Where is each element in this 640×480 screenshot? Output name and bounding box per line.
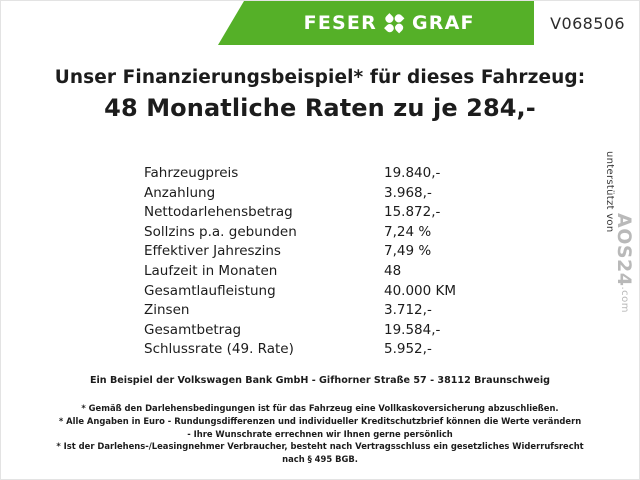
table-row	[144, 282, 639, 302]
figure-value: 3.968,-	[384, 184, 432, 201]
partner-branding	[601, 151, 635, 341]
partner-domain: .com	[619, 286, 630, 314]
figure-label: Effektiver Jahreszins	[144, 243, 281, 260]
footnote-withdrawal-line2: nach § 495 BGB.	[282, 453, 358, 464]
table-row	[144, 164, 639, 184]
figure-label: Anzahlung	[144, 184, 216, 201]
title-section	[1, 67, 639, 122]
figure-value: 15.872,-	[384, 204, 441, 221]
figure-value: 19.584,-	[384, 321, 441, 338]
table-row	[144, 242, 639, 262]
footnote-currency-line2: - Ihre Wunschrate errechnen wir Ihnen gerne persönlich	[187, 428, 453, 439]
figure-value: 3.712,-	[384, 302, 432, 319]
dealer-logo	[244, 1, 534, 45]
table-row	[144, 203, 639, 223]
figure-value: 7,49 %	[384, 243, 432, 260]
brand-name-right: GRAF	[411, 12, 475, 34]
table-row	[144, 301, 639, 321]
figure-label: Zinsen	[144, 302, 190, 319]
figure-label: Gesamtlaufleistung	[144, 282, 276, 299]
supported-by-label: unterstützt von	[604, 151, 615, 233]
financing-figures-table	[1, 164, 639, 360]
figure-label: Fahrzeugpreis	[144, 165, 239, 181]
figure-label: Gesamtbetrag	[144, 321, 242, 338]
footnote-insurance: * Gemäß den Darlehensbedingungen ist für das Fahrzeug eine Vollkaskoversicherung abzuschließen.	[81, 402, 559, 413]
figure-label: Nettodarlehensbetrag	[144, 204, 293, 221]
table-row	[144, 321, 639, 341]
figure-value: 5.952,-	[384, 341, 432, 358]
partner-logo	[613, 213, 635, 313]
figure-value: 19.840,-	[384, 165, 441, 181]
document-footer	[1, 375, 639, 466]
footnote-currency-line1: * Alle Angaben in Euro - Rundungsdifferenzen und individueller Kreditschutzbrief können die Werte verändern	[58, 416, 582, 426]
table-row	[144, 340, 639, 360]
clover-icon	[386, 15, 403, 32]
figure-label: Laufzeit in Monaten	[144, 262, 278, 279]
vehicle-code: V068506	[550, 13, 625, 33]
figure-label: Sollzins p.a. gebunden	[144, 223, 297, 240]
page-subtitle: 48 Monatliche Raten zu je 284,-	[104, 94, 536, 122]
brand-name-left: FESER	[303, 12, 377, 34]
document-header	[1, 1, 639, 45]
page-title: Unser Finanzierungsbeispiel* für dieses Fahrzeug:	[54, 67, 586, 88]
footnote-withdrawal-line1: * Ist der Darlehens-/Leasingnehmer Verbraucher, besteht nach Vertragsschluss ein gesetzliches Widerrufsrecht	[56, 441, 584, 451]
dealer-logo-text	[304, 12, 475, 34]
bank-info-line: Ein Beispiel der Volkswagen Bank GmbH - Gifhorner Straße 57 - 38112 Braunschweig	[89, 374, 551, 386]
figure-value: 48	[384, 262, 402, 279]
table-row	[144, 184, 639, 204]
figure-label: Schlussrate (49. Rate)	[144, 341, 294, 358]
figure-value: 7,24 %	[384, 223, 432, 240]
table-row	[144, 223, 639, 243]
partner-name: AOS24	[613, 213, 635, 287]
figure-value: 40.000 KM	[384, 282, 457, 299]
table-row	[144, 262, 639, 282]
